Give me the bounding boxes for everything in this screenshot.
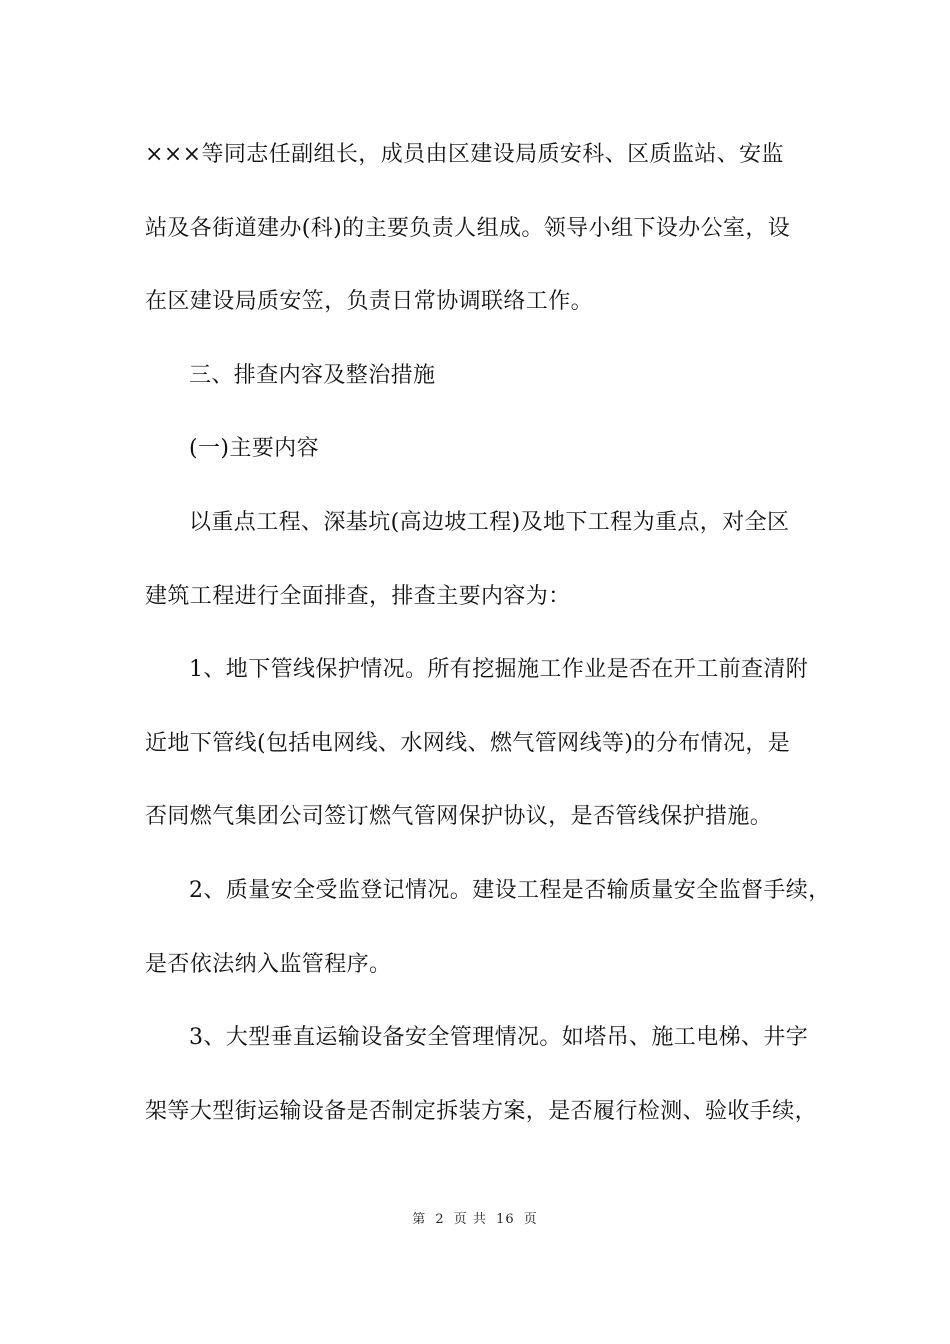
list-item-line: 3、大型垂直运输设备安全管理情况。如塔吊、施工电梯、井字 <box>189 1025 809 1051</box>
list-item-line: 否同燃气集团公司签订燃气管网保护协议，是否管线保护措施。 <box>145 804 773 830</box>
footer-suffix: 页 <box>523 1212 538 1227</box>
paragraph-line: 建筑工程进行全面排查，排查主要内容为： <box>145 583 571 609</box>
total-page-count: 16 <box>496 1212 515 1227</box>
document-body <box>145 131 831 1161</box>
list-item-line: 2、质量安全受监登记情况。建设工程是否输质量安全监督手续， <box>189 877 831 903</box>
paragraph-line: 站及各街道建办(科)的主要负责人组成。领导小组下设办公室，设 <box>145 215 791 241</box>
list-item-line: 是否依法纳入监管程序。 <box>145 951 392 977</box>
list-item-line: 近地下管线(包括电网线、水网线、燃气管网线等)的分布情况，是 <box>145 730 791 756</box>
footer-middle: 页 共 <box>453 1212 487 1227</box>
list-item-line: 1、地下管线保护情况。所有挖掘施工作业是否在开工前查清附 <box>189 657 809 683</box>
footer-prefix: 第 <box>412 1212 427 1227</box>
page-footer <box>0 1208 950 1227</box>
list-item-line: 架等大型街运输设备是否制定拆装方案，是否履行检测、验收手续， <box>145 1098 818 1124</box>
paragraph-line: ×××等同志任副组长，成员由区建设局质安科、区质监站、安监 <box>145 142 784 167</box>
paragraph-line: 在区建设局质安笠，负责日常协调联络工作。 <box>145 289 594 315</box>
section-heading: 三、排查内容及整治措施 <box>189 362 436 388</box>
subsection-heading: (一)主要内容 <box>189 436 319 462</box>
current-page-number: 2 <box>435 1212 445 1227</box>
paragraph-line: 以重点工程、深基坑(高边坡工程)及地下工程为重点，对全区 <box>189 509 790 535</box>
